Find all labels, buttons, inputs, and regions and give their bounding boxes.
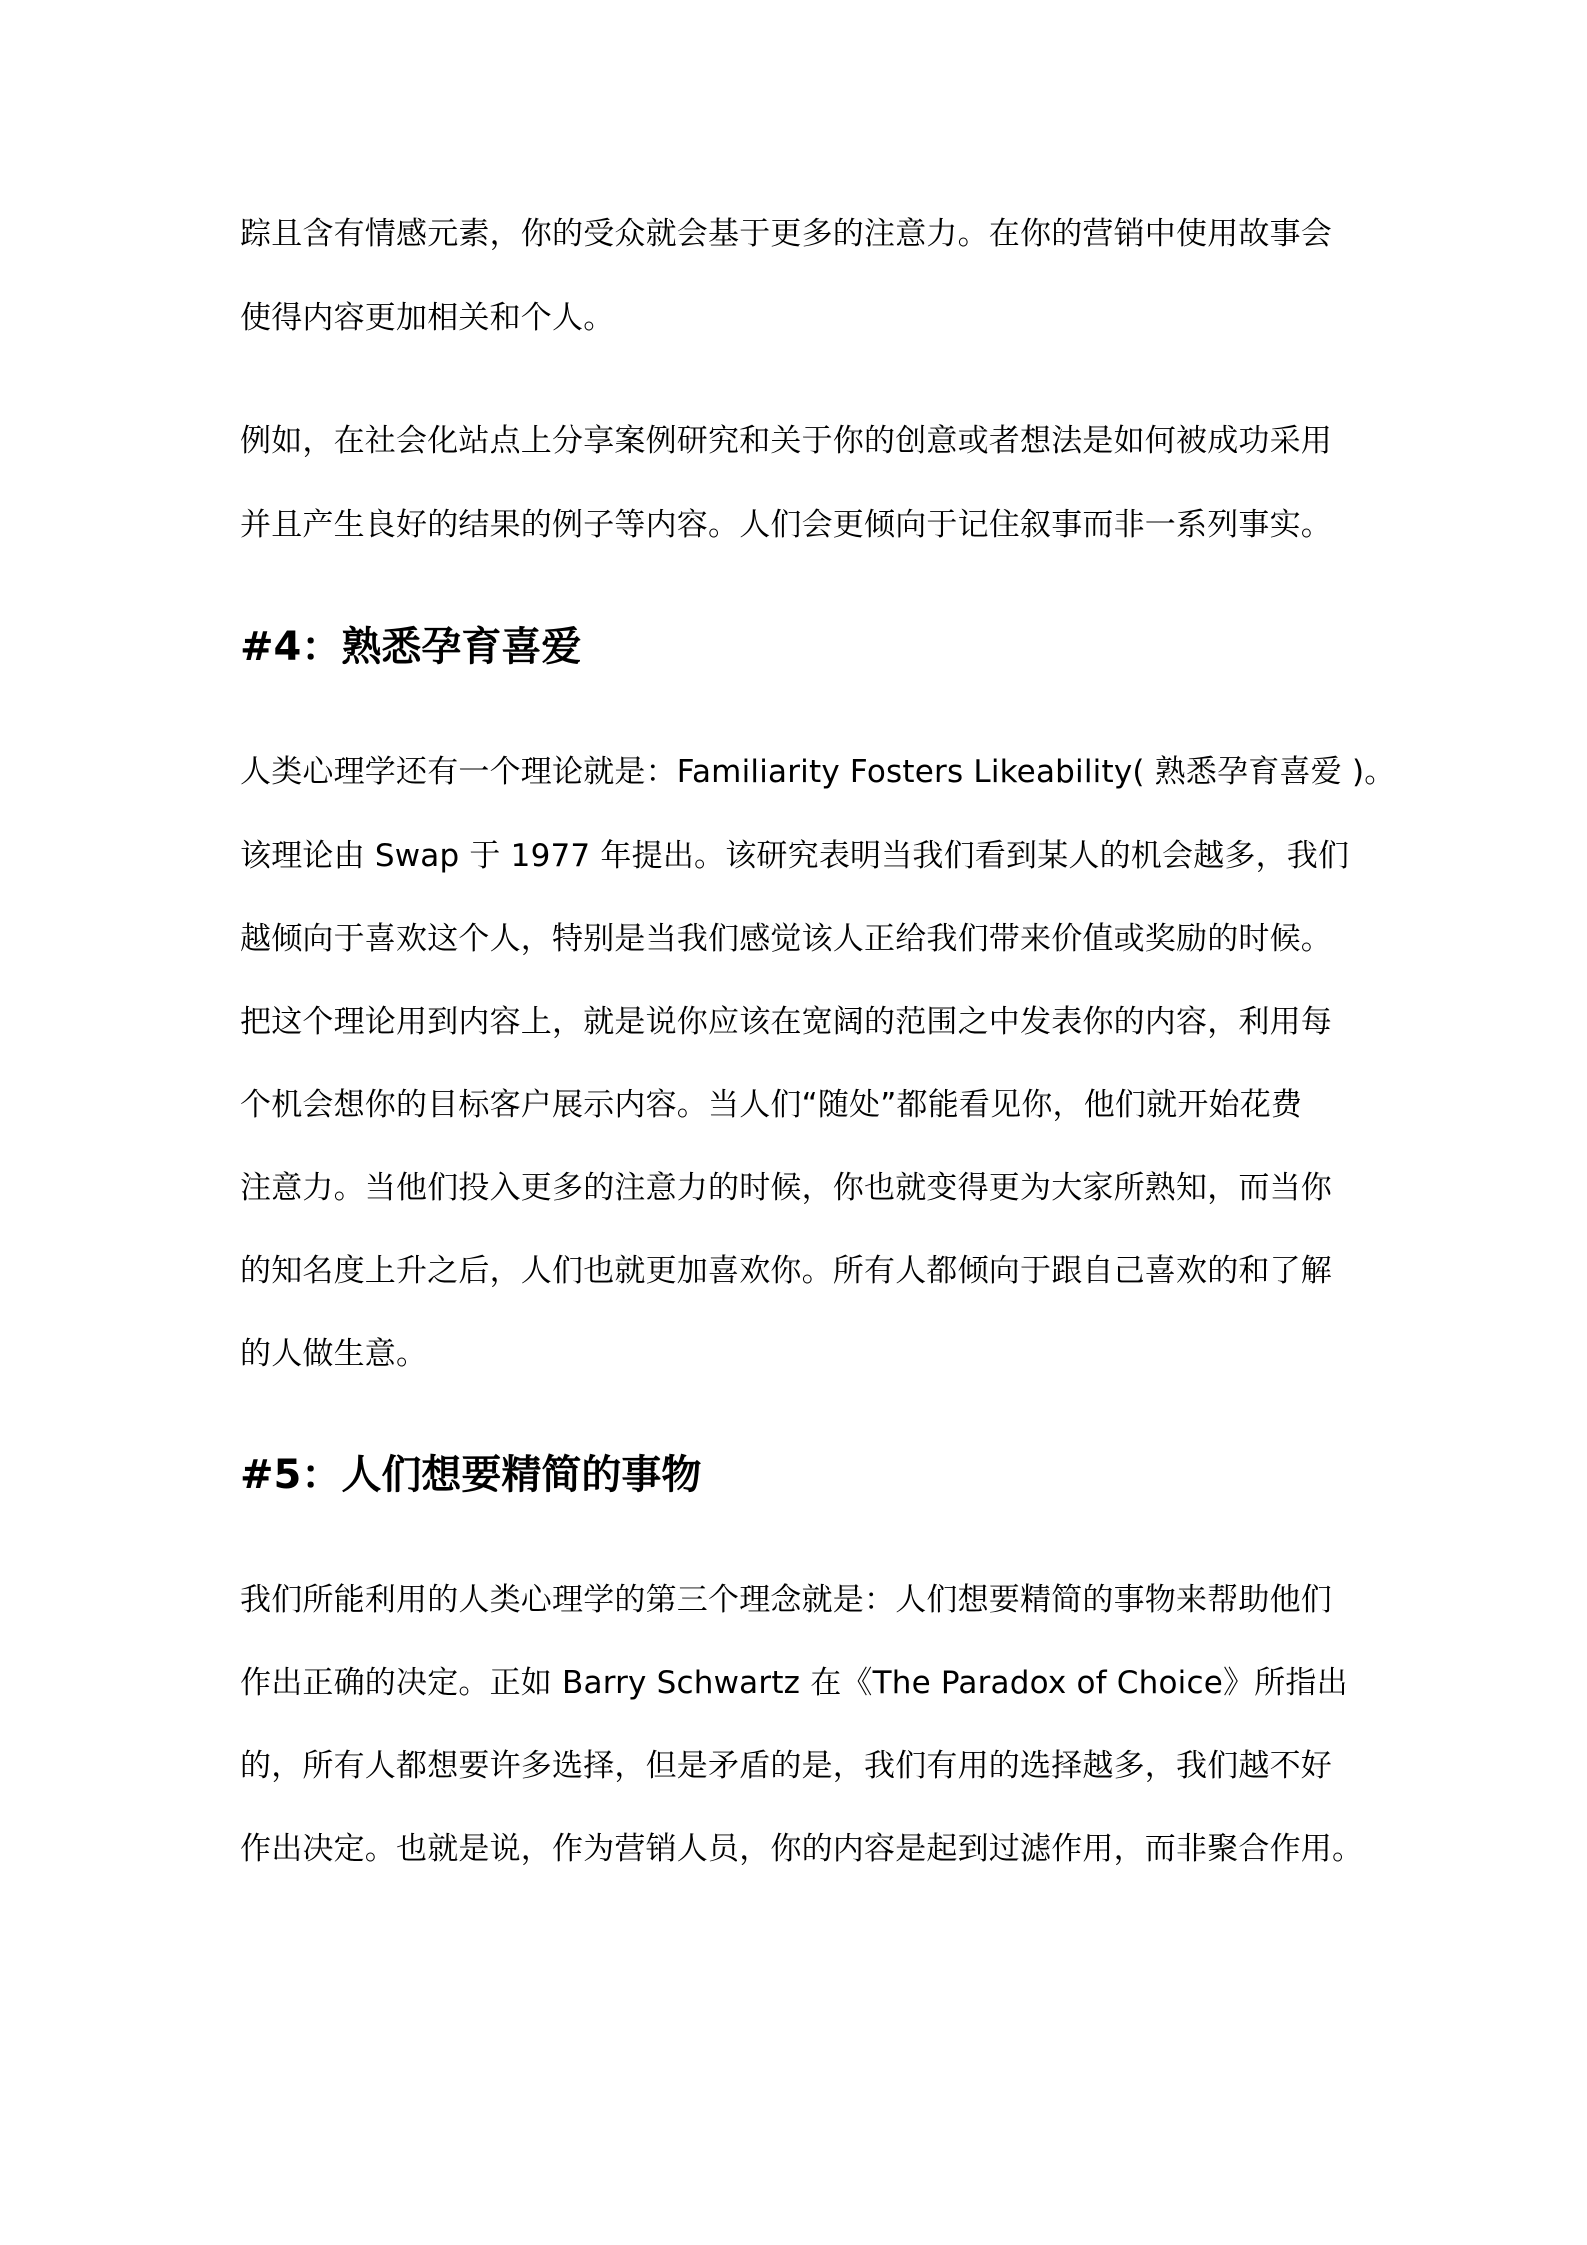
paragraph-line: 人类心理学还有一个理论就是：Familiarity Fosters Likeability( 熟悉孕育喜爱 )。 (240, 754, 1396, 790)
paragraph-line: 作出决定。也就是说，作为营销人员，你的内容是起到过滤作用，而非聚合作用。 (240, 1831, 1364, 1867)
paragraph-line: 该理论由 Swap 于 1977 年提出。该研究表明当我们看到某人的机会越多，我们 (240, 838, 1350, 874)
paragraph-line: 使得内容更加相关和个人。 (240, 300, 615, 336)
paragraph-line: 越倾向于喜欢这个人，特别是当我们感觉该人正给我们带来价值或奖励的时候。 (240, 921, 1332, 957)
paragraph-line: 把这个理论用到内容上，就是说你应该在宽阔的范围之中发表你的内容，利用每 (240, 1004, 1332, 1040)
paragraph-line: 注意力。当他们投入更多的注意力的时候，你也就变得更为大家所熟知，而当你 (240, 1170, 1332, 1206)
section-heading-5: #5：人们想要精简的事物 (240, 1452, 702, 1498)
paragraph-line: 的知名度上升之后，人们也就更加喜欢你。所有人都倾向于跟自己喜欢的和了解 (240, 1253, 1332, 1289)
section-heading-4: #4：熟悉孕育喜爱 (240, 624, 582, 670)
paragraph-line: 例如，在社会化站点上分享案例研究和关于你的创意或者想法是如何被成功采用 (240, 423, 1332, 459)
paragraph-line: 并且产生良好的结果的例子等内容。人们会更倾向于记住叙事而非一系列事实。 (240, 507, 1332, 543)
paragraph-line: 我们所能利用的人类心理学的第三个理念就是：人们想要精简的事物来帮助他们 (240, 1582, 1332, 1618)
paragraph-line: 的人做生意。 (240, 1336, 428, 1372)
paragraph-line: 个机会想你的目标客户展示内容。当人们“随处”都能看见你，他们就开始花费 (240, 1087, 1303, 1123)
paragraph-line: 作出正确的决定。正如 Barry Schwartz 在《The Paradox of Choice》所指出 (240, 1665, 1348, 1701)
paragraph-line: 的，所有人都想要许多选择，但是矛盾的是，我们有用的选择越多，我们越不好 (240, 1748, 1332, 1784)
paragraph-line: 踪且含有情感元素，你的受众就会基于更多的注意力。在你的营销中使用故事会 (240, 216, 1332, 252)
